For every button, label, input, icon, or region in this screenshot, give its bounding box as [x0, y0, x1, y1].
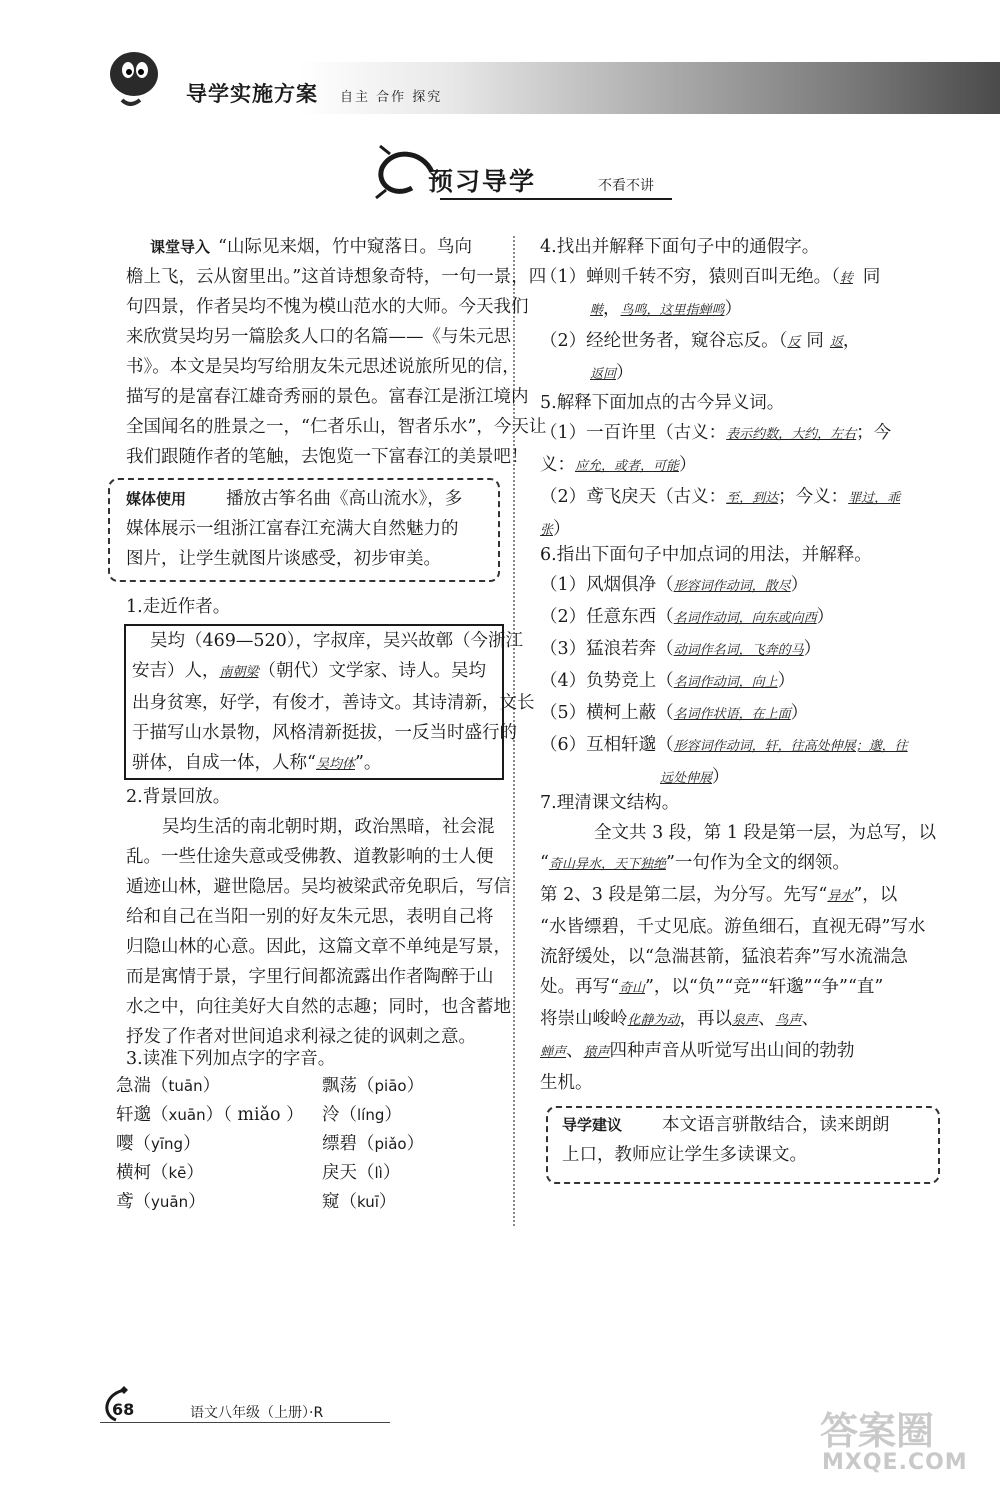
advice-tag: 导学建议: [562, 1116, 623, 1134]
intro-first-line: 课堂导入 “山际见来烟，竹中窥落日。鸟向: [150, 232, 472, 262]
pinyin-item: 泠（líng）: [322, 1105, 402, 1125]
intro-tag: 课堂导入: [150, 238, 211, 256]
q5-block: 5.解释下面加点的古今异义词。 （1）一百许里（古义：表示约数，大约，左右；今 义：应允，或者，可能） （2）鸢飞戾天（古义：至，到达；今义：罪过，乖 张）: [540, 393, 901, 539]
media-tag: 媒体使用: [126, 490, 187, 508]
pinyin-item: 轩邈（xuān）（ miǎo ）: [116, 1105, 304, 1125]
header-title: 导学实施方案: [186, 82, 318, 106]
usage-item: （1）风烟俱净（形容词作动词，散尽）: [540, 575, 809, 595]
author-text: 吴均（469—520），字叔庠，吴兴故鄣（今浙江 安吉）人，南朝梁（朝代）文学家、诗人。吴均 出身贫寒，好学，有俊才，善诗文。其诗清新，文长 于描写山水景物，风格清新挺拔，一反当时盛行的 骈体，自成一体，人称“吴均体”。: [132, 631, 535, 773]
pinyin-item: 鸢（yuān）: [116, 1192, 206, 1212]
q7-block: 7.理清课文结构。 全文共 3 段，第 1 段是第一层，为总写，以 “奇山异水，天下独绝”一句作为全文的纲领。 第 2、3 段是第二层，为分写。先写“异水”，以 “水皆缥碧，千丈见底。游鱼细石，直视无碍”写水 流舒缓处，以“急湍甚箭，猛浪若奔”写水流湍急 处。再写“奇山”，以“负”“竞”“轩邈”“争”“直” 将崇山峻岭化静为动，再以泉声、鸟声、 蝉声、猿声四种声音从听觉写出山间的勃勃 生机。: [540, 793, 937, 1093]
pinyin-item: 飘荡（piāo）: [322, 1076, 425, 1096]
pinyin-left-list: [116, 1072, 304, 1217]
media-text: 媒体使用 播放古筝名曲《高山流水》，多 媒体展示一组浙江富春江充满大自然魅力的 图片，让学生就图片谈感受，初步审美。: [126, 484, 462, 574]
footer-book: 语文八年级（上册）·R: [190, 1405, 324, 1421]
advice-text: 导学建议 本文语言骈散结合，读来朗朗 上口，教师应让学生多读课文。: [562, 1110, 890, 1170]
pinyin-item: 急湍（tuān）: [116, 1076, 221, 1096]
usage-item: （5）横柯上蔽（名词作状语，在上面）: [540, 703, 809, 723]
watermark-logo: 答案圈: [820, 1409, 935, 1453]
page-number: 68: [112, 1400, 135, 1419]
q2-title: 2.背景回放。: [126, 787, 231, 807]
answer-dynasty: 南朝梁: [219, 665, 259, 680]
pinyin-item: 横柯（kē）: [116, 1163, 204, 1183]
intro-paragraph: 檐上飞，云从窗里出。”这首诗想象奇特，一句一景，四 句四景，作者吴均不愧为模山范水的大师。今天我们 来欣赏吴均另一篇脍炙人口的名篇——《与朱元思 书》。本文是吴均写给朋友朱元思述说旅所见的信， 描写的是富春江雄奇秀丽的景色。富春江是浙江境内 全国闻名的胜景之一，“仁者乐山，智者乐水”，今天让 我们跟随作者的笔触，去饱览一下富春江的美景吧！: [126, 267, 547, 467]
q4-block: 4.找出并解释下面句子中的通假字。 （1）蝉则千转不穷，猿则百叫无绝。（转 同 啭，鸟鸣，这里指蝉鸣） （2）经纶世务者，窥谷忘反。（反 同 返， 返回）: [540, 237, 881, 383]
section-title: 预习导学: [428, 167, 537, 196]
footer-line: [100, 1422, 390, 1423]
usage-item: （2）任意东西（名词作动词，向东或向西）: [540, 607, 835, 627]
q3-title: 3.读准下列加点字的字音。: [126, 1049, 336, 1069]
usage-item: （4）负势竞上（名词作动词，向上）: [540, 671, 796, 691]
mascot-icon: [100, 44, 170, 114]
pinyin-item: 嘤（yīng）: [116, 1134, 201, 1154]
section-underline: [440, 198, 672, 200]
usage-item: （3）猛浪若奔（动词作名词，飞奔的马）: [540, 639, 822, 659]
section-subtitle: 不看不讲: [598, 178, 654, 194]
pinyin-right-list: [322, 1072, 424, 1217]
q6-block: 6.指出下面句子中加点词的用法，并解释。 （1）风烟俱净（形容词作动词，散尽） （2）任意东西（名词作动词，向东或向西） （3）猛浪若奔（动词作名词，飞奔的马） （4）负势竞上（名词作动词，向上） （5）横柯上蔽（名词作状语，在上面） （6）互相轩邈（形容词作动词，轩，往高处伸展；邈，往 远处伸展）: [540, 545, 908, 787]
answer-style: 吴均体: [315, 757, 355, 772]
pinyin-item: 窥（kuī）: [322, 1192, 397, 1212]
usage-item: （6）互相轩邈（形容词作动词，轩，往高处伸展；邈，往: [540, 735, 908, 755]
background-paragraph: 吴均生活的南北朝时期，政治黑暗，社会混 乱。一些仕途失意或受佛教、道教影响的士人便 遁迹山林，避世隐居。吴均被梁武帝免职后，写信 给和自己在当阳一别的好友朱元思，表明自己将 归隐山林的心意。因此，这篇文章不单纯是写景， 而是寓情于景，字里行间都流露出作者陶醉于山 水之中，向往美好大自然的志趣；同时，也含蓄地 抒发了作者对世间追求利禄之徒的讽刺之意。: [126, 817, 511, 1047]
watermark-url: MXQE.COM: [822, 1450, 968, 1475]
pinyin-item: 缥碧（piǎo）: [322, 1134, 425, 1154]
header-subtitle: 自主 合作 探究: [340, 90, 443, 105]
pinyin-item: 戾天（lì）: [322, 1163, 401, 1183]
q1-title: 1.走近作者。: [126, 597, 231, 617]
